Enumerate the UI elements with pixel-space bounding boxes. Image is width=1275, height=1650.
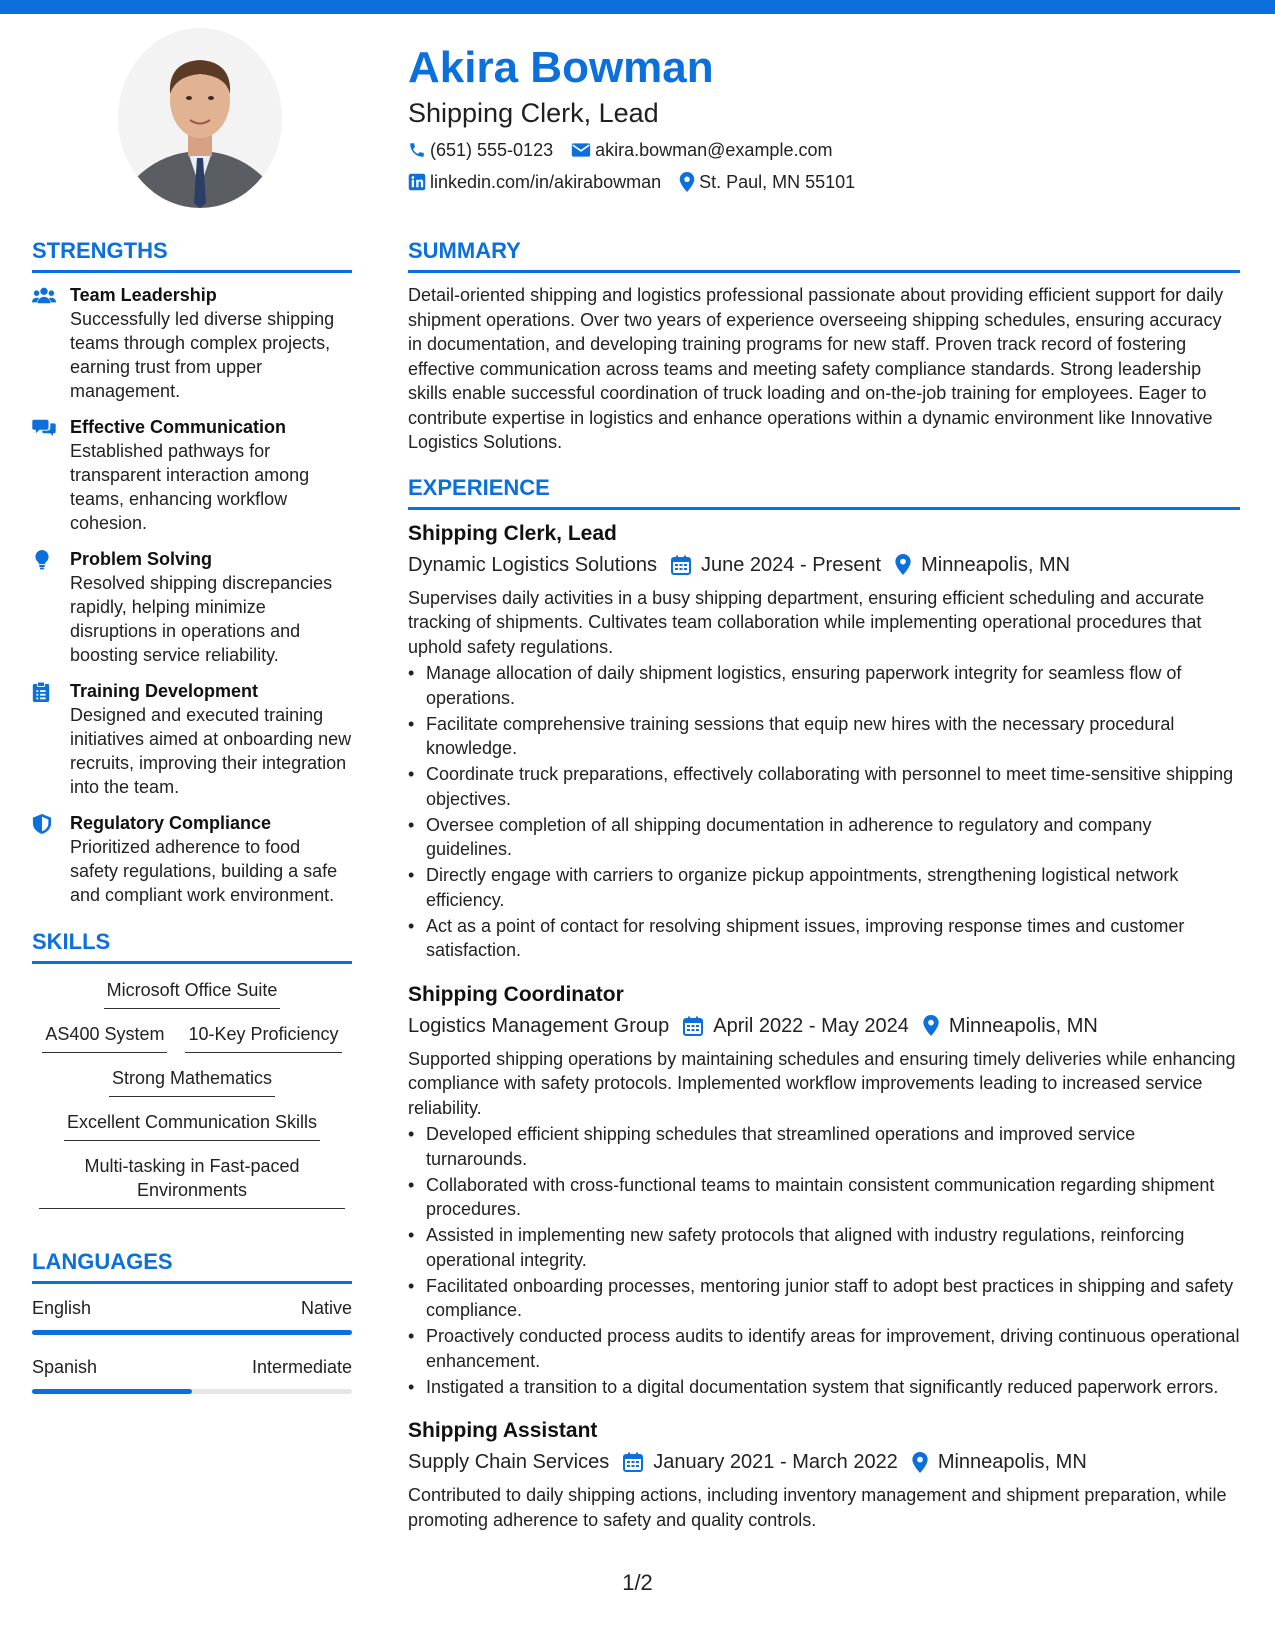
bullet-item: • Facilitated onboarding processes, mentoring junior staff to adopt best practices in shipping and safety compliance.: [408, 1274, 1240, 1323]
skill-tag: Strong Mathematics: [109, 1066, 275, 1097]
bullet-item: • Proactively conducted process audits to identify areas for improvement, driving continuous operational enhancement.: [408, 1324, 1240, 1373]
location-text: Minneapolis, MN: [937, 1451, 1087, 1473]
contact-row-2: [408, 166, 1238, 198]
map-pin-icon: [895, 554, 911, 575]
users-icon: [32, 286, 56, 304]
company-text: Supply Chain Services: [408, 1451, 610, 1473]
skill-tag: Excellent Communication Skills: [64, 1110, 320, 1141]
language-item: [32, 1296, 352, 1335]
job-location: [895, 550, 1070, 580]
job-description: Contributed to daily shipping actions, including inventory management and shipment preparation, while promoting adherence to safety and quality controls.: [408, 1485, 1227, 1530]
languages-section: [32, 1247, 352, 1394]
contact-row-1: [408, 134, 1238, 166]
job-title: Shipping Clerk, Lead: [408, 521, 617, 545]
job-meta: [408, 550, 1240, 580]
job-dates: [623, 1447, 898, 1477]
job-meta: [408, 1011, 1240, 1041]
job-dates: [683, 1011, 909, 1041]
linkedin-item[interactable]: [408, 172, 661, 193]
job-entry: [408, 1417, 1240, 1532]
dates-text: April 2022 - May 2024: [713, 1014, 909, 1037]
portrait-illustration: [118, 28, 282, 208]
strength-item: [32, 283, 352, 403]
bullet-item: • Assisted in implementing new safety protocols that aligned with industry regulations, reinforcing operational integrity.: [408, 1223, 1240, 1272]
languages-heading: LANGUAGES: [32, 1247, 352, 1284]
location-text: St. Paul, MN 55101: [699, 171, 856, 192]
experience-section: [408, 473, 1240, 1533]
strength-desc: Established pathways for transparent interaction among teams, enhancing workflow cohesion.: [70, 441, 310, 533]
language-level: Native: [300, 1298, 352, 1318]
comments-icon: [32, 418, 56, 436]
language-proficiency-fill: [32, 1389, 192, 1394]
company-name: [408, 1011, 669, 1041]
phone-icon: [408, 141, 426, 159]
email-item[interactable]: [571, 140, 832, 161]
phone-text: (651) 555-0123: [430, 139, 554, 160]
bullet-item: • Developed efficient shipping schedules that streamlined operations and improved service turnarounds.: [408, 1122, 1240, 1171]
language-proficiency-bar: [32, 1330, 352, 1335]
job-list: [408, 520, 1240, 1533]
clipboard-icon: [32, 682, 50, 702]
map-pin-icon: [912, 1452, 928, 1473]
left-column: [32, 236, 352, 1414]
profile-photo: [118, 28, 282, 208]
strength-desc: Resolved shipping discrepancies rapidly, helping minimize disruptions in operations and boosting service reliability.: [70, 573, 333, 665]
strength-title: Regulatory Compliance: [70, 813, 272, 833]
skill-tag: 10-Key Proficiency: [185, 1022, 341, 1053]
map-pin-icon: [679, 172, 695, 192]
strength-item: [32, 415, 352, 535]
dates-text: June 2024 - Present: [701, 553, 882, 576]
strengths-heading: STRENGTHS: [32, 236, 352, 273]
strength-title: Training Development: [70, 681, 259, 701]
strength-title: Effective Communication: [70, 417, 287, 437]
resume-header: [408, 42, 1238, 198]
job-location: [912, 1447, 1087, 1477]
shield-icon: [32, 814, 52, 834]
location-item: [679, 172, 855, 193]
bullet-item: • Collaborated with cross-functional teams to maintain consistent communication regarding shipment procedures.: [408, 1173, 1240, 1222]
strength-title: Problem Solving: [70, 549, 213, 569]
language-level: Intermediate: [251, 1357, 352, 1377]
top-accent-bar: [0, 0, 1275, 14]
dates-text: January 2021 - March 2022: [653, 1451, 898, 1473]
skills-heading: SKILLS: [32, 927, 352, 964]
strength-item: [32, 547, 352, 667]
strength-desc: Prioritized adherence to food safety regulations, building a safe and compliant work environment.: [70, 837, 338, 905]
location-text: Minneapolis, MN: [948, 1014, 1098, 1037]
job-description: Supported shipping operations by maintaining schedules and ensuring timely deliveries while enhancing compliance with safety protocols. Implemented workflow improvements leading to increased service reliability.: [408, 1048, 1236, 1118]
job-entry: [408, 981, 1240, 1400]
bullet-item: • Facilitate comprehensive training sessions that equip new hires with the necessary procedural knowledge.: [408, 712, 1240, 761]
summary-heading: SUMMARY: [408, 236, 1240, 273]
company-name: [408, 1447, 609, 1477]
phone-item[interactable]: [408, 140, 553, 161]
company-text: Logistics Management Group: [408, 1014, 670, 1037]
language-name: English: [32, 1298, 92, 1318]
skills-section: [32, 927, 352, 1209]
job-location: [923, 1011, 1098, 1041]
linkedin-text: linkedin.com/in/akirabowman: [430, 171, 662, 192]
language-name: Spanish: [32, 1357, 98, 1377]
strength-title: Team Leadership: [70, 285, 217, 305]
job-entry: [408, 520, 1240, 963]
job-bullets: [408, 661, 1240, 963]
lightbulb-icon: [32, 550, 52, 570]
company-name: [408, 550, 657, 580]
bullet-item: • Act as a point of contact for resolving shipment issues, improving response times and customer satisfaction.: [408, 914, 1240, 963]
bullet-item: • Coordinate truck preparations, effectively collaborating with personnel to meet time-sensitive shipping objectives.: [408, 762, 1240, 811]
email-text: akira.bowman@example.com: [595, 139, 833, 160]
language-proficiency-fill: [32, 1330, 352, 1335]
company-text: Dynamic Logistics Solutions: [408, 553, 657, 576]
right-column: [408, 236, 1240, 1550]
envelope-icon: [571, 142, 591, 158]
skill-tag: AS400 System: [42, 1022, 167, 1053]
calendar-icon: [623, 1452, 643, 1472]
calendar-icon: [683, 1016, 703, 1036]
summary-text: Detail-oriented shipping and logistics professional passionate about providing efficient support for daily shipment operations. Over two years of experience overseeing shipping schedules, ensuring accuracy in documentation, and developing training programs for new staff. Proven track record of fostering effective communication across teams and meeting safety compliance standards. Strong leadership skills enable successful coordination of truck loading and on-the-job training for employees. Eager to contribute expertise in logistics and enhance operations within a dynamic environment like Innovative Logistics Solutions.: [408, 285, 1224, 452]
bullet-item: • Directly engage with carriers to organize pickup appointments, strengthening logistical network efficiency.: [408, 863, 1240, 912]
job-meta: [408, 1447, 1240, 1477]
candidate-title: Shipping Clerk, Lead: [408, 98, 659, 128]
language-proficiency-bar: [32, 1389, 352, 1394]
bullet-item: • Instigated a transition to a digital documentation system that significantly reduced paperwork errors.: [408, 1375, 1240, 1400]
linkedin-icon: [408, 173, 426, 191]
strength-item: [32, 811, 352, 907]
page-number: 1/2: [622, 1570, 653, 1595]
bullet-item: • Manage allocation of daily shipment logistics, ensuring paperwork integrity for seamless flow of operations.: [408, 661, 1240, 710]
calendar-icon: [671, 555, 691, 575]
strength-desc: Successfully led diverse shipping teams through complex projects, earning trust from upper management.: [70, 309, 335, 401]
map-pin-icon: [923, 1015, 939, 1036]
location-text: Minneapolis, MN: [921, 553, 1071, 576]
language-item: [32, 1355, 352, 1394]
bullet-item: • Oversee completion of all shipping documentation in adherence to regulatory and company guidelines.: [408, 813, 1240, 862]
skill-tag: Microsoft Office Suite: [104, 978, 281, 1009]
strength-item: [32, 679, 352, 799]
job-title: Shipping Coordinator: [408, 982, 624, 1006]
skill-tag: Multi-tasking in Fast-paced Environments: [39, 1154, 345, 1209]
job-description: Supervises daily activities in a busy shipping department, ensuring efficient scheduling and accurate tracking of shipments. Cultivates team collaboration while implementing operational procedures that uphold safety regulations.: [408, 587, 1205, 657]
job-dates: [671, 550, 881, 580]
job-title: Shipping Assistant: [408, 1419, 598, 1442]
candidate-name: Akira Bowman: [408, 43, 714, 92]
job-bullets: [408, 1122, 1240, 1399]
strength-desc: Designed and executed training initiatives aimed at onboarding new recruits, improving their integration into the team.: [70, 705, 352, 797]
experience-heading: EXPERIENCE: [408, 473, 1240, 510]
